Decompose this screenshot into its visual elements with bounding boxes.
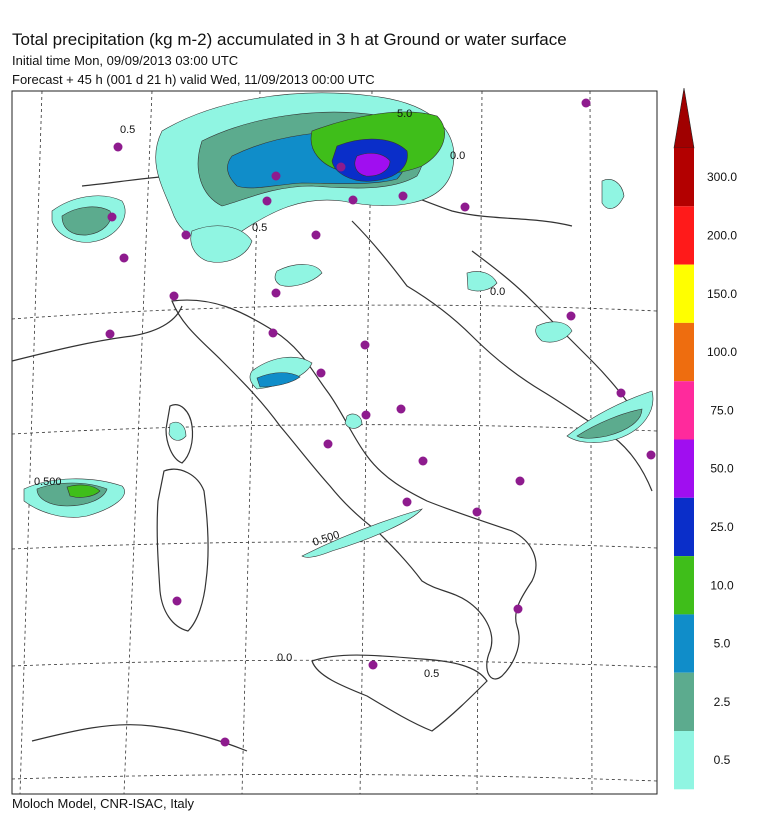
station-marker xyxy=(399,192,408,201)
contour-label: 0.5 xyxy=(424,668,440,680)
station-marker xyxy=(324,440,333,449)
contour-label: 0.0 xyxy=(277,652,293,664)
station-marker xyxy=(397,405,406,414)
scale-label: 5.0 xyxy=(713,636,731,651)
contour-label: 0.500 xyxy=(311,528,342,549)
station-marker xyxy=(567,312,576,321)
contour-label: 0.500 xyxy=(34,476,62,488)
station-marker xyxy=(173,597,182,606)
station-marker xyxy=(369,661,378,670)
station-marker xyxy=(108,213,117,222)
station-marker xyxy=(170,292,179,301)
station-marker xyxy=(461,203,470,212)
scale-band xyxy=(674,265,694,323)
scale-band xyxy=(674,206,694,264)
station-marker xyxy=(317,369,326,378)
station-marker xyxy=(337,163,346,172)
scale-label: 100.0 xyxy=(706,345,738,360)
station-marker xyxy=(272,289,281,298)
color-scale-legend xyxy=(640,80,750,768)
forecast-time: Forecast + 45 h (001 d 21 h) valid Wed, 11/09/2013 00:00 UTC xyxy=(12,72,375,87)
station-marker xyxy=(361,341,370,350)
initial-time: Initial time Mon, 09/09/2013 03:00 UTC xyxy=(12,53,239,68)
scale-band xyxy=(674,614,694,672)
precipitation-map xyxy=(12,91,657,794)
station-marker xyxy=(263,197,272,206)
scale-label: 50.0 xyxy=(710,461,734,476)
scale-label: 10.0 xyxy=(710,578,734,593)
station-marker xyxy=(272,172,281,181)
station-marker xyxy=(349,196,358,205)
station-marker xyxy=(362,411,371,420)
contour-label: 0.5 xyxy=(120,124,136,136)
station-marker xyxy=(269,329,278,338)
scale-label: 150.0 xyxy=(706,286,738,301)
station-marker xyxy=(514,605,523,614)
contour-label: 0.0 xyxy=(490,286,506,298)
scale-band xyxy=(674,440,694,498)
scale-band xyxy=(674,556,694,614)
station-marker xyxy=(582,99,591,108)
scale-band xyxy=(674,323,694,381)
station-marker xyxy=(312,231,321,240)
scale-band xyxy=(674,498,694,556)
station-marker xyxy=(419,457,428,466)
scale-label: 300.0 xyxy=(706,170,738,185)
scale-band xyxy=(674,673,694,731)
station-marker xyxy=(182,231,191,240)
scale-label: 2.5 xyxy=(713,694,731,709)
station-marker xyxy=(120,254,129,263)
station-marker xyxy=(516,477,525,486)
scale-band xyxy=(674,731,694,789)
model-credit: Moloch Model, CNR-ISAC, Italy xyxy=(12,796,195,811)
station-marker xyxy=(221,738,230,747)
contour-label: 0.5 xyxy=(252,222,268,234)
scale-label: 75.0 xyxy=(710,403,734,418)
chart-title: Total precipitation (kg m-2) accumulated in 3 h at Ground or water surface xyxy=(12,30,567,49)
station-marker xyxy=(617,389,626,398)
contour-label: 5.0 xyxy=(397,108,413,120)
scale-ticks xyxy=(707,170,737,767)
scale-band xyxy=(674,148,694,206)
scale-label: 0.5 xyxy=(713,753,731,768)
scale-arrow xyxy=(674,88,694,148)
station-marker xyxy=(473,508,482,517)
scale-label: 25.0 xyxy=(710,519,734,534)
station-marker xyxy=(114,143,123,152)
scale-band xyxy=(674,381,694,439)
scale-label: 200.0 xyxy=(706,228,738,243)
contour-label: 0.0 xyxy=(450,150,466,162)
scale-bands xyxy=(674,148,694,789)
station-marker xyxy=(106,330,115,339)
station-marker xyxy=(403,498,412,507)
